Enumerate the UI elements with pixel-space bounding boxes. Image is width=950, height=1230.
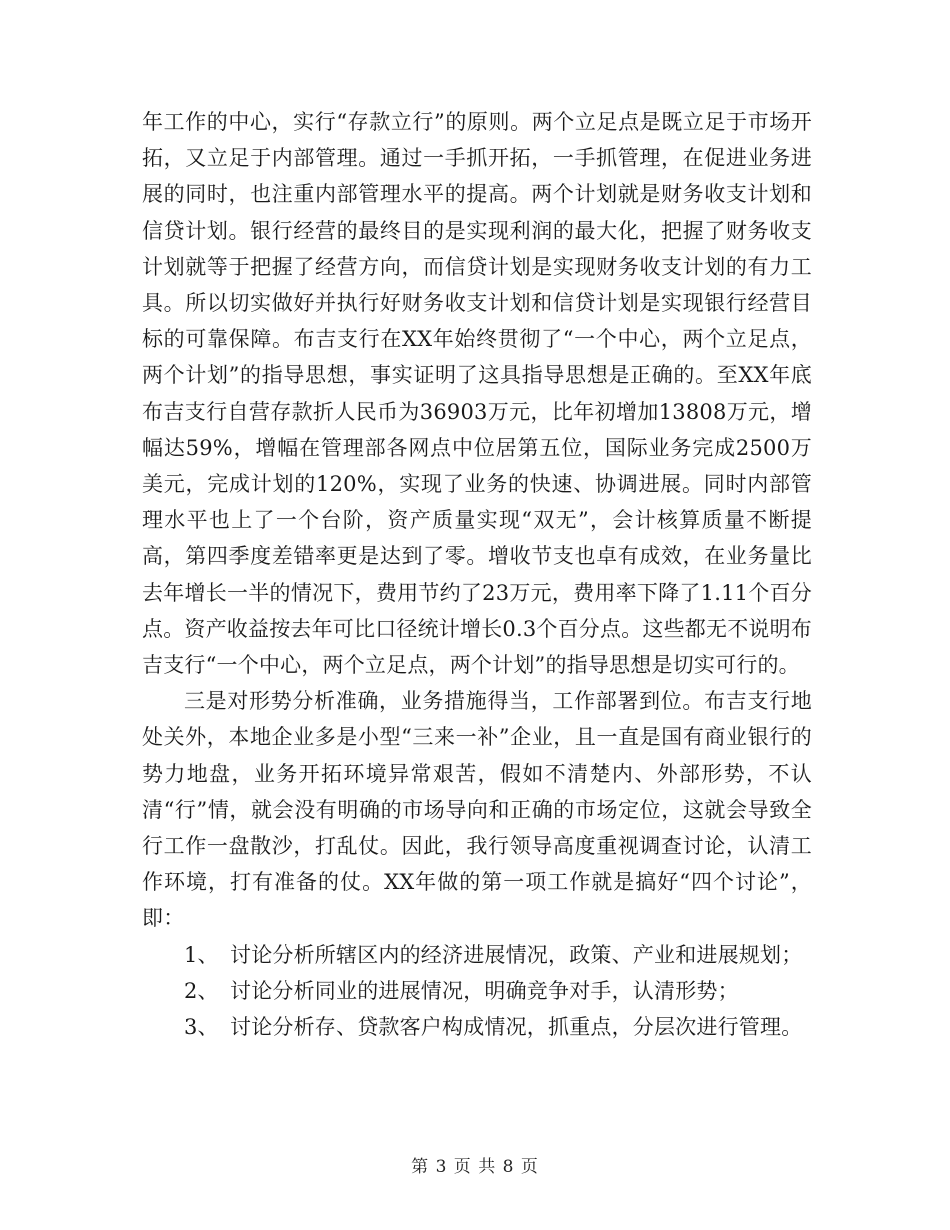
list-item-text: 讨论分析所辖区内的经济进展情况，政策、产业和进展规划； [230, 942, 803, 967]
numbered-list [142, 937, 812, 1046]
document-body [142, 104, 812, 1045]
list-item [142, 937, 812, 973]
list-item-number: 1、 [184, 942, 219, 967]
list-item-number: 2、 [184, 978, 219, 1003]
page-number-footer: 第 3 页 共 8 页 [411, 1157, 539, 1177]
list-item-text: 讨论分析存、贷款客户构成情况，抓重点，分层次进行管理。 [230, 1015, 803, 1040]
paragraph-1: 年工作的中心，实行“存款立行”的原则。两个立足点是既立足于市场开拓，又立足于内部管理。通过一手抓开拓，一手抓管理，在促进业务进展的同时，也注重内部管理水平的提高。两个计划就是财务收支计划和信贷计划。银行经营的最终目的是实现利润的最大化，把握了财务收支计划就等于把握了经营方向，而信贷计划是实现财务收支计划的有力工具。所以切实做好并执行好财务收支计划和信贷计划是实现银行经营目标的可靠保障。布吉支行在XX年始终贯彻了“一个中心，两个立足点，两个计划”的指导思想，事实证明了这具指导思想是正确的。至XX年底布吉支行自营存款折人民币为36903万元，比年初增加13808万元，增幅达59%，增幅在管理部各网点中位居第五位，国际业务完成2500万美元，完成计划的120%，实现了业务的快速、协调进展。同时内部管理水平也上了一个台阶，资产质量实现“双无”，会计核算质量不断提高，第四季度差错率更是达到了零。增收节支也卓有成效，在业务量比去年增长一半的情况下，费用节约了23万元，费用率下降了1.11个百分点。资产收益按去年可比口径统计增长0.3个百分点。这些都无不说明布吉支行“一个中心，两个立足点，两个计划”的指导思想是切实可行的。 [142, 110, 812, 678]
list-item-text: 讨论分析同业的进展情况，明确竞争对手，认清形势； [230, 978, 739, 1003]
list-item [142, 973, 812, 1009]
list-item [142, 1009, 812, 1045]
list-item-number: 3、 [184, 1015, 219, 1040]
paragraph-2: 三是对形势分析准确，业务措施得当，工作部署到位。布吉支行地处关外，本地企业多是小型“三来一补”企业，且一直是国有商业银行的势力地盘，业务开拓环境异常艰苦，假如不清楚内、外部形势，不认清“行”情，就会没有明确的市场导向和正确的市场定位，这就会导致全行工作一盘散沙，打乱仗。因此，我行领导高度重视调查讨论，认清工作环境，打有准备的仗。XX年做的第一项工作就是搞好“四个讨论”，即： [142, 689, 812, 931]
